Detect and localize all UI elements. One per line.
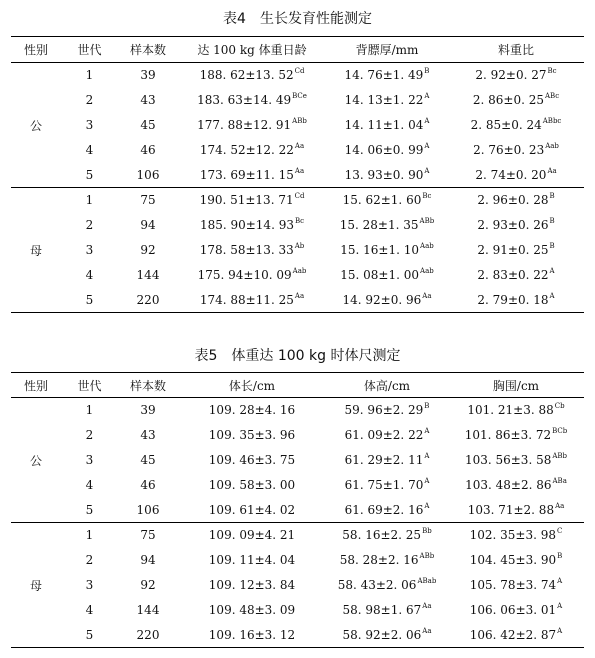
table-row <box>11 498 584 523</box>
mean-sd-value: 2. 91±0. 25 <box>477 243 549 257</box>
value-cell-2 <box>326 263 448 288</box>
generation-cell: 2 <box>85 218 94 232</box>
mean-sd-value: 109. 35±3. 96 <box>208 428 296 442</box>
generation-cell: 2 <box>85 93 94 107</box>
mean-sd-value: 2. 86±0. 25 <box>472 93 544 107</box>
mean-sd-value: 103. 48±2. 86 <box>465 478 552 492</box>
value-cell-1 <box>178 238 326 263</box>
significance-letters: A <box>557 602 563 610</box>
value-cell-3 <box>448 263 584 288</box>
value-cell-2 <box>326 498 448 523</box>
significance-letters: Bb <box>422 527 432 536</box>
mean-sd-value: 101. 21±3. 88 <box>467 403 554 418</box>
table-row <box>11 138 584 163</box>
significance-letters: Aa <box>294 142 305 150</box>
significance-letters: Aab <box>292 267 307 275</box>
mean-sd-value: 2. 76±0. 23 <box>473 143 545 157</box>
table-row <box>11 423 584 448</box>
sample-size-cell: 75 <box>118 523 178 548</box>
mean-sd-value: 61. 09±2. 22 <box>344 428 424 442</box>
table-row <box>11 288 584 313</box>
mean-sd-value: 102. 35±3. 98 <box>469 528 557 543</box>
mean-sd-value: 58. 92±2. 06 <box>342 627 422 642</box>
value-cell-1 <box>178 398 326 423</box>
value-cell-3 <box>448 163 584 188</box>
mean-sd-value: 2. 74±0. 20 <box>475 167 547 182</box>
significance-letters: B <box>557 552 563 560</box>
significance-letters: A <box>424 477 430 485</box>
mean-sd-value: 2. 79±0. 18 <box>477 292 549 307</box>
table-row <box>11 113 584 138</box>
value-cell-2 <box>326 398 448 423</box>
mean-sd-value: 2. 92±0. 27 <box>475 68 547 83</box>
sample-size-cell: 43 <box>140 93 156 107</box>
mean-sd-value: 59. 96±2. 29 <box>344 403 424 418</box>
female-group <box>11 188 584 313</box>
header-body-height: 体高/cm <box>363 378 411 393</box>
value-cell-2 <box>326 598 448 623</box>
mean-sd-value: 177. 88±12. 91 <box>197 118 292 132</box>
table-row <box>11 163 584 188</box>
mean-sd-value: 2. 85±0. 24 <box>470 118 542 132</box>
significance-letters: A <box>424 452 430 460</box>
sample-size-cell: 45 <box>140 118 156 132</box>
value-cell-1 <box>178 598 326 623</box>
mean-sd-value: 15. 62±1. 60 <box>342 193 422 208</box>
significance-letters: A <box>424 92 430 100</box>
table5-caption: 表5 体重达 100 kg 时体尺测定 <box>194 348 401 364</box>
generation-cell: 3 <box>85 243 94 257</box>
value-cell-3 <box>448 423 584 448</box>
mean-sd-value: 109. 46±3. 75 <box>208 453 296 467</box>
mean-sd-value: 58. 98±1. 67 <box>342 603 422 617</box>
significance-letters: Aa <box>422 291 432 300</box>
value-cell-1 <box>178 448 326 473</box>
significance-letters: A <box>557 577 563 585</box>
value-cell-3 <box>448 398 584 423</box>
value-cell-2 <box>326 473 448 498</box>
sample-size-cell: 220 <box>136 292 160 307</box>
significance-letters: A <box>549 267 555 275</box>
value-cell-3 <box>448 548 584 573</box>
significance-letters: ABb <box>552 452 568 460</box>
significance-letters: ABab <box>417 577 437 585</box>
mean-sd-value: 14. 06±0. 99 <box>344 143 424 157</box>
significance-letters: Aab <box>420 242 434 250</box>
header-sex: 性别 <box>23 378 48 393</box>
male-group <box>11 398 584 523</box>
value-cell-2 <box>326 548 448 573</box>
mean-sd-value: 58. 28±2. 16 <box>339 553 419 567</box>
mean-sd-value: 109. 16±3. 12 <box>208 627 296 642</box>
mean-sd-value: 2. 93±0. 26 <box>477 218 549 232</box>
value-cell-3 <box>448 288 584 313</box>
value-cell-2 <box>326 573 448 598</box>
significance-letters: Aa <box>422 602 432 610</box>
mean-sd-value: 14. 76±1. 49 <box>344 68 424 83</box>
sample-size-cell: 46 <box>140 478 156 492</box>
table-row <box>11 623 584 648</box>
significance-letters: Aab <box>420 267 434 275</box>
significance-letters: ABb <box>419 552 435 560</box>
significance-letters: A <box>424 427 430 435</box>
header-feed-ratio: 料重比 <box>497 43 534 57</box>
value-cell-3 <box>448 63 584 88</box>
value-cell-1 <box>178 113 326 138</box>
mean-sd-value: 58. 43±2. 06 <box>337 578 417 592</box>
significance-letters: Aa <box>555 501 565 510</box>
header-sample-size: 样本数 <box>129 43 166 57</box>
generation-cell: 5 <box>85 292 94 307</box>
sample-size-cell: 144 <box>136 268 160 282</box>
significance-letters: ABb <box>419 217 435 225</box>
significance-letters: Bc <box>422 192 432 201</box>
generation-cell: 5 <box>85 502 94 517</box>
value-cell-2 <box>326 138 448 163</box>
mean-sd-value: 190. 51±13. 71 <box>199 193 294 208</box>
header-backfat: 背膘厚/mm <box>355 43 419 57</box>
mean-sd-value: 109. 12±3. 84 <box>208 578 296 592</box>
body-size-table <box>11 372 584 648</box>
value-cell-3 <box>448 213 584 238</box>
table-row <box>11 573 584 598</box>
significance-letters: ABb <box>292 117 307 125</box>
table-row <box>11 263 584 288</box>
generation-cell: 3 <box>85 578 94 592</box>
value-cell-2 <box>326 238 448 263</box>
significance-letters: Aa <box>422 626 432 635</box>
value-cell-3 <box>448 498 584 523</box>
mean-sd-value: 109. 28±4. 16 <box>208 403 296 418</box>
significance-letters: Ab <box>294 242 305 250</box>
significance-letters: B <box>549 242 555 250</box>
value-cell-1 <box>178 213 326 238</box>
value-cell-2 <box>326 163 448 188</box>
value-cell-3 <box>448 623 584 648</box>
mean-sd-value: 109. 58±3. 00 <box>208 478 296 492</box>
table-row <box>11 63 584 88</box>
sample-size-cell: 92 <box>140 243 156 257</box>
generation-cell: 2 <box>85 428 94 442</box>
header-generation: 世代 <box>77 43 102 57</box>
value-cell-1 <box>178 473 326 498</box>
female-group <box>11 523 584 648</box>
significance-letters: C <box>557 527 563 536</box>
significance-letters: B <box>424 402 430 411</box>
value-cell-2 <box>326 623 448 648</box>
sample-size-cell: 43 <box>140 428 156 442</box>
generation-cell: 1 <box>85 403 94 418</box>
significance-letters: A <box>424 142 430 150</box>
mean-sd-value: 183. 63±14. 49 <box>197 93 292 107</box>
value-cell-1 <box>178 88 326 113</box>
mean-sd-value: 14. 13±1. 22 <box>344 93 424 107</box>
value-cell-2 <box>326 213 448 238</box>
table-row <box>11 398 584 423</box>
mean-sd-value: 58. 16±2. 25 <box>342 528 422 543</box>
sample-size-cell: 106 <box>136 502 160 517</box>
mean-sd-value: 174. 88±11. 25 <box>199 292 294 307</box>
value-cell-1 <box>178 63 326 88</box>
mean-sd-value: 15. 28±1. 35 <box>339 218 419 232</box>
sample-size-cell: 106 <box>136 167 160 182</box>
mean-sd-value: 15. 08±1. 00 <box>340 268 420 282</box>
sex-cell: 母 <box>11 523 61 648</box>
mean-sd-value: 104. 45±3. 90 <box>469 553 557 567</box>
sample-size-cell: 94 <box>140 218 156 232</box>
mean-sd-value: 109. 48±3. 09 <box>208 603 296 617</box>
significance-letters: Aab <box>545 142 559 150</box>
table-row <box>11 448 584 473</box>
value-cell-3 <box>448 598 584 623</box>
table-row <box>11 548 584 573</box>
generation-cell: 5 <box>85 627 94 642</box>
significance-letters: Cd <box>294 192 305 201</box>
significance-letters: Aa <box>547 166 557 175</box>
significance-letters: B <box>549 192 555 201</box>
table-row <box>11 598 584 623</box>
value-cell-3 <box>448 88 584 113</box>
header-chest-girth: 胸围/cm <box>492 378 540 393</box>
table4-caption: 表4 生长发育性能测定 <box>223 11 372 27</box>
mean-sd-value: 109. 61±4. 02 <box>208 502 296 517</box>
value-cell-1 <box>178 163 326 188</box>
value-cell-2 <box>326 88 448 113</box>
significance-letters: A <box>557 626 563 635</box>
table-row <box>11 238 584 263</box>
sample-size-cell: 45 <box>140 453 156 467</box>
table-row <box>11 213 584 238</box>
significance-letters: Bc <box>547 67 557 76</box>
value-cell-1 <box>178 423 326 448</box>
value-cell-1 <box>178 288 326 313</box>
generation-cell: 1 <box>61 523 118 548</box>
significance-letters: A <box>424 117 430 125</box>
significance-letters: A <box>549 291 555 300</box>
value-cell-1 <box>178 263 326 288</box>
sample-size-cell: 92 <box>140 578 156 592</box>
significance-letters: Bc <box>294 217 305 225</box>
value-cell-1 <box>178 573 326 598</box>
table-row <box>11 188 584 213</box>
mean-sd-value: 2. 83±0. 22 <box>477 268 549 282</box>
value-cell-3 <box>448 238 584 263</box>
mean-sd-value: 61. 75±1. 70 <box>344 478 424 492</box>
significance-letters: Cb <box>554 402 565 411</box>
value-cell-1 <box>178 138 326 163</box>
mean-sd-value: 185. 90±14. 93 <box>199 218 294 232</box>
significance-letters: ABa <box>552 477 567 485</box>
mean-sd-value: 103. 71±2. 88 <box>467 502 555 517</box>
mean-sd-value: 173. 69±11. 15 <box>199 167 294 182</box>
sample-size-cell: 220 <box>136 627 160 642</box>
value-cell-3 <box>448 188 584 213</box>
value-cell-1 <box>178 523 326 548</box>
sex-cell: 母 <box>11 188 61 313</box>
table-header-row <box>11 373 584 398</box>
significance-letters: B <box>549 217 555 225</box>
table-header-row <box>11 37 584 63</box>
mean-sd-value: 61. 29±2. 11 <box>344 453 424 467</box>
value-cell-1 <box>178 623 326 648</box>
value-cell-3 <box>448 573 584 598</box>
generation-cell: 2 <box>85 553 94 567</box>
value-cell-2 <box>326 113 448 138</box>
significance-letters: Aa <box>294 166 305 175</box>
mean-sd-value: 15. 16±1. 10 <box>340 243 420 257</box>
value-cell-2 <box>326 448 448 473</box>
mean-sd-value: 109. 11±4. 04 <box>208 553 296 567</box>
significance-letters: A <box>424 166 430 175</box>
header-sex: 性别 <box>23 43 48 57</box>
generation-cell: 1 <box>61 188 118 213</box>
generation-cell: 4 <box>85 603 94 617</box>
significance-letters: BCb <box>552 427 568 435</box>
table-row <box>11 523 584 548</box>
mean-sd-value: 61. 69±2. 16 <box>344 502 424 517</box>
mean-sd-value: 106. 06±3. 01 <box>469 603 557 617</box>
significance-letters: A <box>424 501 430 510</box>
value-cell-1 <box>178 188 326 213</box>
mean-sd-value: 103. 56±3. 58 <box>464 453 552 467</box>
generation-cell: 5 <box>85 167 94 182</box>
sample-size-cell: 39 <box>140 403 156 418</box>
sample-size-cell: 94 <box>140 553 156 567</box>
mean-sd-value: 188. 62±13. 52 <box>199 68 294 83</box>
mean-sd-value: 2. 96±0. 28 <box>477 193 549 208</box>
mean-sd-value: 178. 58±13. 33 <box>199 243 294 257</box>
growth-performance-table <box>11 36 584 313</box>
value-cell-2 <box>326 288 448 313</box>
mean-sd-value: 13. 93±0. 90 <box>344 167 424 182</box>
value-cell-2 <box>326 63 448 88</box>
significance-letters: B <box>424 67 430 76</box>
value-cell-1 <box>178 548 326 573</box>
generation-cell: 4 <box>85 143 94 157</box>
significance-letters: ABc <box>545 92 560 100</box>
mean-sd-value: 174. 52±12. 22 <box>199 143 294 157</box>
value-cell-3 <box>448 138 584 163</box>
sample-size-cell: 75 <box>118 188 178 213</box>
table-row <box>11 88 584 113</box>
significance-letters: BCe <box>292 92 307 100</box>
header-sample-size: 样本数 <box>129 378 166 393</box>
sample-size-cell: 39 <box>140 68 156 83</box>
mean-sd-value: 14. 11±1. 04 <box>344 118 424 132</box>
sample-size-cell: 144 <box>136 603 160 617</box>
header-body-length: 体长/cm <box>228 378 276 393</box>
sex-cell: 公 <box>29 453 42 468</box>
generation-cell: 3 <box>85 453 94 467</box>
generation-cell: 3 <box>85 118 94 132</box>
generation-cell: 4 <box>85 268 94 282</box>
value-cell-1 <box>178 498 326 523</box>
mean-sd-value: 109. 09±4. 21 <box>208 528 296 543</box>
table-row <box>11 473 584 498</box>
value-cell-3 <box>448 523 584 548</box>
value-cell-3 <box>448 448 584 473</box>
value-cell-3 <box>448 113 584 138</box>
mean-sd-value: 175. 94±10. 09 <box>197 268 292 282</box>
generation-cell: 1 <box>85 68 94 83</box>
male-group <box>11 63 584 188</box>
mean-sd-value: 106. 42±2. 87 <box>469 627 557 642</box>
significance-letters: Aa <box>294 291 305 300</box>
sex-cell: 公 <box>29 118 42 133</box>
sample-size-cell: 46 <box>140 143 156 157</box>
value-cell-3 <box>448 473 584 498</box>
significance-letters: Cd <box>294 67 305 76</box>
value-cell-2 <box>326 188 448 213</box>
header-generation: 世代 <box>77 378 102 393</box>
header-days-to-100kg: 达 100 kg 体重日龄 <box>197 43 307 57</box>
significance-letters: ABbc <box>542 117 562 125</box>
value-cell-2 <box>326 523 448 548</box>
mean-sd-value: 101. 86±3. 72 <box>464 428 552 442</box>
generation-cell: 4 <box>85 478 94 492</box>
value-cell-2 <box>326 423 448 448</box>
mean-sd-value: 14. 92±0. 96 <box>342 292 422 307</box>
mean-sd-value: 105. 78±3. 74 <box>469 578 557 592</box>
